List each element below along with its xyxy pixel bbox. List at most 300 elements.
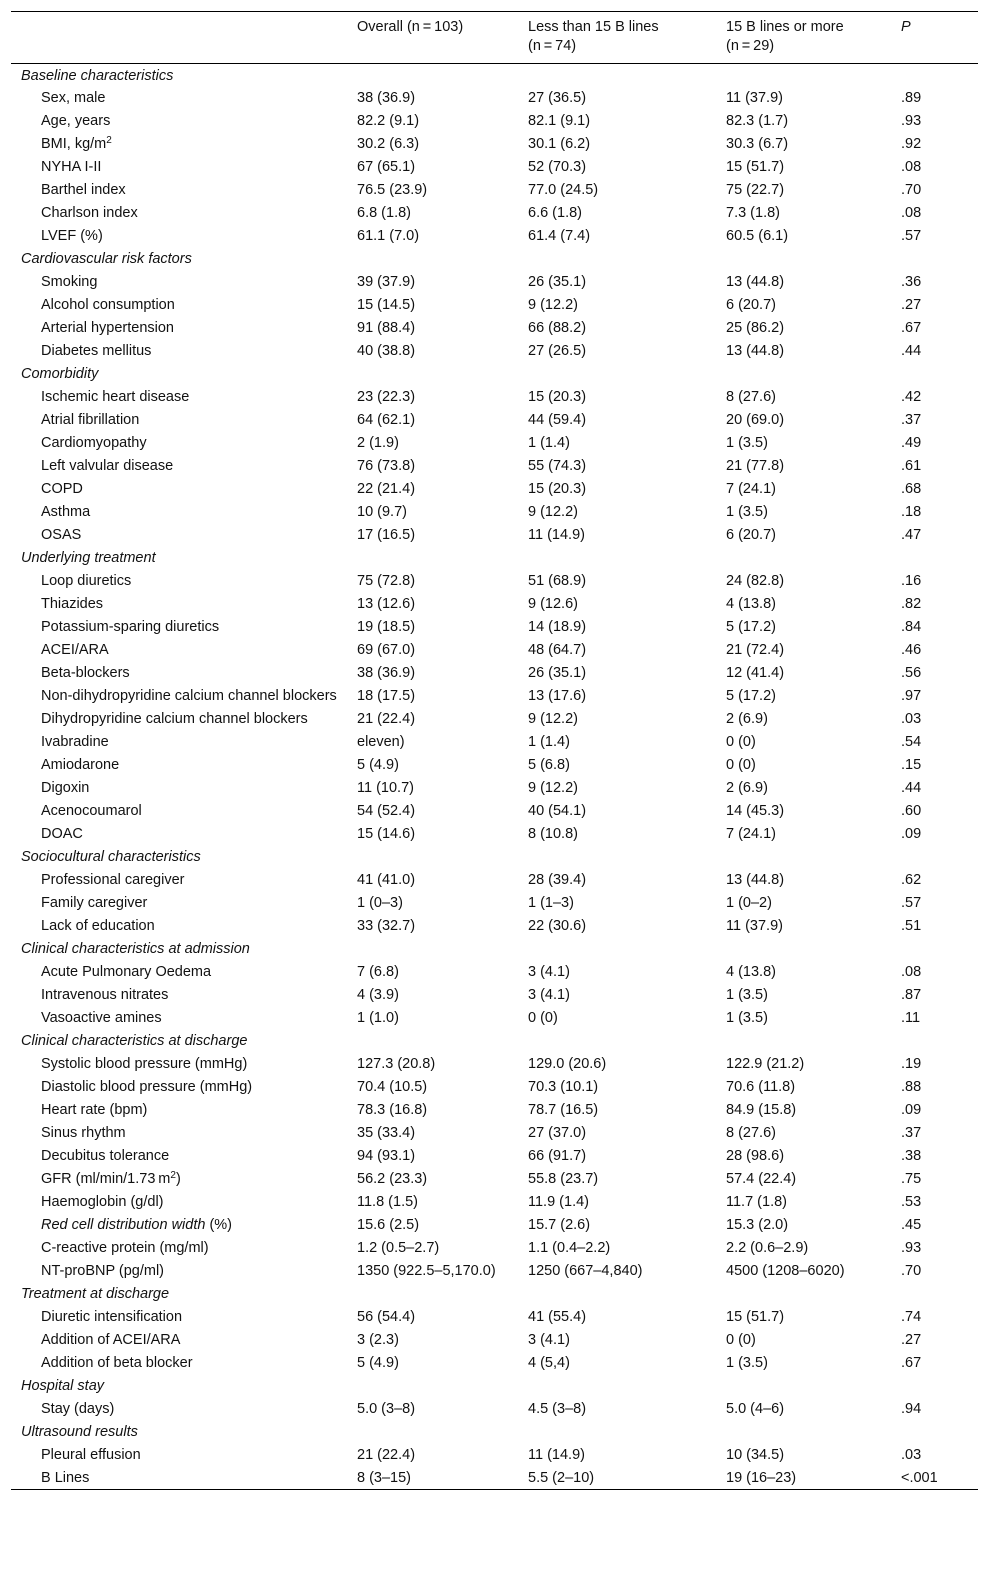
row-label-text: Cardiomyopathy [41, 435, 147, 451]
cell-p-value: .67 [901, 320, 922, 336]
table-row [11, 478, 978, 501]
row-label [11, 915, 347, 938]
cell-overall: 19 (18.5) [357, 619, 416, 635]
row-label-text: Barthel index [41, 182, 126, 198]
header-more-line2: (n = 29) [726, 38, 775, 54]
cell-p-value: .15 [901, 757, 922, 773]
cell-p-value: .93 [901, 1240, 922, 1256]
cell-p-value: .37 [901, 412, 922, 428]
table-row [11, 1191, 978, 1214]
cell-p-value: .51 [901, 918, 922, 934]
cell-more: 1 (3.5) [726, 1355, 768, 1371]
header-less-line2: (n = 74) [528, 38, 577, 54]
section-title: Ultrasound results [21, 1424, 138, 1440]
table-row [11, 294, 978, 317]
row-label [11, 294, 347, 317]
cell-overall: 17 (16.5) [357, 527, 416, 543]
cell-overall: 78.3 (16.8) [357, 1102, 428, 1118]
row-label [11, 1237, 347, 1260]
row-label-superscript: 2 [106, 135, 112, 146]
table-row [11, 892, 978, 915]
row-label [11, 478, 347, 501]
section-title: Underlying treatment [21, 550, 156, 566]
cell-more: 5 (17.2) [726, 619, 776, 635]
table-row [11, 1099, 978, 1122]
cell-more: 5.0 (4–6) [726, 1401, 785, 1417]
cell-less: 4.5 (3–8) [528, 1401, 587, 1417]
cell-overall: 10 (9.7) [357, 504, 407, 520]
row-label-text: Charlson index [41, 205, 138, 221]
cell-p-value: .62 [901, 872, 922, 888]
cell-p-value: .92 [901, 136, 922, 152]
row-label-text: Diabetes mellitus [41, 343, 152, 359]
cell-p-value: .60 [901, 803, 922, 819]
row-label [11, 501, 347, 524]
section-title: Hospital stay [21, 1378, 105, 1394]
section-header-row [11, 1283, 978, 1306]
cell-overall: 38 (36.9) [357, 665, 416, 681]
cell-overall: 8 (3–15) [357, 1470, 412, 1486]
table-row [11, 823, 978, 846]
header-row [11, 12, 978, 64]
cell-p-value: .61 [901, 458, 922, 474]
row-label [11, 87, 347, 110]
row-label [11, 340, 347, 363]
cell-overall: 54 (52.4) [357, 803, 416, 819]
cell-less: 129.0 (20.6) [528, 1056, 607, 1072]
cell-less: 3 (4.1) [528, 987, 570, 1003]
header-less-line1: Less than 15 B lines [528, 19, 659, 35]
row-label [11, 524, 347, 547]
table-row [11, 800, 978, 823]
cell-less: 5.5 (2–10) [528, 1470, 595, 1486]
cell-less: 4 (5,4) [528, 1355, 570, 1371]
row-label [11, 754, 347, 777]
row-label-text: Stay (days) [41, 1401, 115, 1417]
cell-more: 70.6 (11.8) [726, 1079, 796, 1095]
cell-less: 15.7 (2.6) [528, 1217, 591, 1233]
cell-p-value: .94 [901, 1401, 922, 1417]
header-15-or-more [716, 12, 891, 64]
row-label [11, 800, 347, 823]
cell-overall: 33 (32.7) [357, 918, 416, 934]
row-label-text: Addition of ACEI/ARA [41, 1332, 181, 1348]
row-label-text: ACEI/ARA [41, 642, 109, 658]
cell-less: 82.1 (9.1) [528, 113, 591, 129]
header-p-value: P [901, 19, 911, 35]
cell-more: 1 (0–2) [726, 895, 772, 911]
row-label-text: Diuretic intensification [41, 1309, 183, 1325]
table-row [11, 1145, 978, 1168]
cell-overall: 76 (73.8) [357, 458, 416, 474]
row-label-text: LVEF (%) [41, 228, 103, 244]
cell-overall: 76.5 (23.9) [357, 182, 428, 198]
cell-p-value: .19 [901, 1056, 922, 1072]
cell-overall: 69 (67.0) [357, 642, 416, 658]
row-label-text: Non-dihydropyridine calcium channel blockers [41, 688, 337, 704]
cell-overall: 70.4 (10.5) [357, 1079, 428, 1095]
table-row [11, 1237, 978, 1260]
table-row [11, 386, 978, 409]
row-label-text: Dihydropyridine calcium channel blockers [41, 711, 308, 727]
cell-less: 3 (4.1) [528, 964, 570, 980]
row-label [11, 1329, 347, 1352]
cell-overall: 56 (54.4) [357, 1309, 416, 1325]
section-header-row [11, 846, 978, 869]
row-label-text: Asthma [41, 504, 91, 520]
cell-overall: 11.8 (1.5) [357, 1194, 418, 1210]
row-label [11, 616, 347, 639]
cell-less: 6.6 (1.8) [528, 205, 582, 221]
cell-less: 77.0 (24.5) [528, 182, 599, 198]
row-label-text: GFR (ml/min/1.73 m [41, 1171, 171, 1187]
cell-p-value: .75 [901, 1171, 922, 1187]
row-label [11, 1099, 347, 1122]
cell-more: 25 (86.2) [726, 320, 785, 336]
row-label [11, 1467, 347, 1490]
cell-less: 15 (20.3) [528, 389, 587, 405]
cell-more: 30.3 (6.7) [726, 136, 789, 152]
cell-less: 61.4 (7.4) [528, 228, 591, 244]
section-title: Clinical characteristics at discharge [21, 1033, 248, 1049]
cell-p-value: .18 [901, 504, 922, 520]
row-label [11, 317, 347, 340]
cell-overall: 15 (14.5) [357, 297, 416, 313]
cell-less: 14 (18.9) [528, 619, 587, 635]
row-label-text: Systolic blood pressure (mmHg) [41, 1056, 248, 1072]
table-row [11, 1076, 978, 1099]
table-row [11, 1352, 978, 1375]
cell-p-value: .16 [901, 573, 922, 589]
cell-more: 4500 (1208–6020) [726, 1263, 845, 1279]
row-label-text: C-reactive protein (mg/ml) [41, 1240, 209, 1256]
cell-overall: 5 (4.9) [357, 757, 399, 773]
cell-less: 9 (12.2) [528, 297, 578, 313]
table-row [11, 501, 978, 524]
cell-less: 26 (35.1) [528, 665, 587, 681]
table-row [11, 179, 978, 202]
characteristics-table [11, 11, 978, 1490]
table-row [11, 455, 978, 478]
row-label [11, 202, 347, 225]
row-label [11, 984, 347, 1007]
cell-less: 28 (39.4) [528, 872, 587, 888]
cell-less: 48 (64.7) [528, 642, 587, 658]
cell-more: 1 (3.5) [726, 504, 768, 520]
cell-p-value: .84 [901, 619, 922, 635]
cell-less: 22 (30.6) [528, 918, 587, 934]
cell-more: 8 (27.6) [726, 1125, 776, 1141]
cell-p-value: .88 [901, 1079, 922, 1095]
table-row [11, 685, 978, 708]
table-row [11, 869, 978, 892]
row-label-text: Haemoglobin (g/dl) [41, 1194, 164, 1210]
cell-p-value: .03 [901, 1447, 922, 1463]
cell-less: 66 (91.7) [528, 1148, 587, 1164]
header-overall: Overall (n = 103) [357, 19, 464, 35]
cell-p-value: .57 [901, 228, 922, 244]
cell-less: 9 (12.2) [528, 711, 578, 727]
cell-more: 12 (41.4) [726, 665, 785, 681]
cell-p-value: .44 [901, 343, 922, 359]
row-label [11, 570, 347, 593]
cell-more: 21 (77.8) [726, 458, 785, 474]
row-label-text: Family caregiver [41, 895, 148, 911]
row-label [11, 685, 347, 708]
cell-less: 55 (74.3) [528, 458, 587, 474]
row-label [11, 1145, 347, 1168]
cell-p-value: .03 [901, 711, 922, 727]
row-label [11, 1398, 347, 1421]
table-row [11, 156, 978, 179]
cell-overall: 127.3 (20.8) [357, 1056, 436, 1072]
cell-overall: 41 (41.0) [357, 872, 416, 888]
table-row [11, 1467, 978, 1490]
cell-more: 10 (34.5) [726, 1447, 785, 1463]
cell-p-value: .53 [901, 1194, 922, 1210]
cell-less: 78.7 (16.5) [528, 1102, 599, 1118]
cell-p-value: .82 [901, 596, 922, 612]
row-label-text: DOAC [41, 826, 83, 842]
cell-p-value: .08 [901, 964, 922, 980]
cell-p-value: .11 [901, 1010, 921, 1026]
cell-overall: 18 (17.5) [357, 688, 416, 704]
row-label [11, 225, 347, 248]
table-row [11, 110, 978, 133]
table-row [11, 961, 978, 984]
table-row [11, 616, 978, 639]
cell-p-value: .68 [901, 481, 922, 497]
cell-less: 26 (35.1) [528, 274, 587, 290]
table-row [11, 984, 978, 1007]
cell-p-value: .44 [901, 780, 922, 796]
header-less-than-15 [518, 12, 716, 64]
row-label-text: Smoking [41, 274, 98, 290]
cell-p-value: .67 [901, 1355, 922, 1371]
row-label [11, 386, 347, 409]
section-header-row [11, 1030, 978, 1053]
row-label-text: B Lines [41, 1470, 90, 1486]
section-title: Sociocultural characteristics [21, 849, 201, 865]
table-row [11, 731, 978, 754]
cell-more: 7 (24.1) [726, 826, 776, 842]
table-row [11, 133, 978, 156]
row-label [11, 1053, 347, 1076]
cell-more: 0 (0) [726, 734, 756, 750]
row-label-text: NT-proBNP (pg/ml) [41, 1263, 165, 1279]
cell-overall: 21 (22.4) [357, 1447, 416, 1463]
cell-less: 27 (26.5) [528, 343, 587, 359]
table-row [11, 409, 978, 432]
table-row [11, 754, 978, 777]
row-label-text: Ischemic heart disease [41, 389, 190, 405]
cell-overall: 1.2 (0.5–2.7) [357, 1240, 440, 1256]
section-header-row [11, 64, 978, 87]
cell-p-value: .09 [901, 1102, 922, 1118]
cell-less: 11 (14.9) [528, 1447, 585, 1463]
cell-less: 11 (14.9) [528, 527, 585, 543]
cell-p-value: .87 [901, 987, 922, 1003]
row-label-text: Sex, male [41, 90, 106, 106]
cell-more: 13 (44.8) [726, 872, 785, 888]
cell-overall: 1 (1.0) [357, 1010, 399, 1026]
table-row [11, 708, 978, 731]
cell-more: 28 (98.6) [726, 1148, 785, 1164]
cell-overall: 3 (2.3) [357, 1332, 399, 1348]
cell-overall: 91 (88.4) [357, 320, 416, 336]
cell-more: 21 (72.4) [726, 642, 785, 658]
table-row [11, 225, 978, 248]
cell-more: 122.9 (21.2) [726, 1056, 805, 1072]
table-row [11, 1053, 978, 1076]
row-label-text: Thiazides [41, 596, 104, 612]
section-title: Cardiovascular risk factors [21, 251, 192, 267]
row-label-text: Alcohol consumption [41, 297, 175, 313]
cell-less: 13 (17.6) [528, 688, 587, 704]
cell-more: 57.4 (22.4) [726, 1171, 797, 1187]
table-row [11, 639, 978, 662]
section-header-row [11, 547, 978, 570]
table-header [11, 12, 978, 64]
cell-overall: 21 (22.4) [357, 711, 416, 727]
table-row [11, 432, 978, 455]
cell-less: 5 (6.8) [528, 757, 570, 773]
cell-overall: 40 (38.8) [357, 343, 416, 359]
row-label [11, 823, 347, 846]
row-label-text: Decubitus tolerance [41, 1148, 170, 1164]
table-row [11, 1007, 978, 1030]
cell-p-value: .08 [901, 205, 922, 221]
row-label [11, 639, 347, 662]
row-label-text: Ivabradine [41, 734, 109, 750]
table-container [11, 11, 978, 1490]
row-label [11, 869, 347, 892]
section-header-row [11, 1421, 978, 1444]
table-row [11, 1306, 978, 1329]
cell-more: 75 (22.7) [726, 182, 785, 198]
cell-more: 0 (0) [726, 1332, 756, 1348]
row-label-text: Beta-blockers [41, 665, 130, 681]
cell-p-value: .37 [901, 1125, 922, 1141]
table-row [11, 317, 978, 340]
table-row [11, 662, 978, 685]
row-label [11, 1076, 347, 1099]
cell-overall: 39 (37.9) [357, 274, 416, 290]
cell-more: 14 (45.3) [726, 803, 785, 819]
cell-more: 5 (17.2) [726, 688, 776, 704]
cell-overall: 5 (4.9) [357, 1355, 399, 1371]
cell-less: 11.9 (1.4) [528, 1194, 589, 1210]
cell-less: 3 (4.1) [528, 1332, 570, 1348]
table-row [11, 915, 978, 938]
row-label-text: Lack of education [41, 918, 155, 934]
row-label [11, 1007, 347, 1030]
cell-more: 1 (3.5) [726, 435, 768, 451]
cell-overall: 6.8 (1.8) [357, 205, 411, 221]
cell-p-value: .09 [901, 826, 922, 842]
table-row [11, 1260, 978, 1283]
row-label [11, 409, 347, 432]
header-more-line1: 15 B lines or more [726, 19, 844, 35]
row-label-text: Potassium-sparing diuretics [41, 619, 220, 635]
table-row [11, 1398, 978, 1421]
row-label [11, 892, 347, 915]
cell-overall: 7 (6.8) [357, 964, 399, 980]
cell-p-value: .93 [901, 113, 922, 129]
table-row [11, 777, 978, 800]
row-label [11, 110, 347, 133]
table-row [11, 1214, 978, 1237]
table-row [11, 87, 978, 110]
row-label [11, 179, 347, 202]
cell-more: 1 (3.5) [726, 987, 768, 1003]
row-label-text: Atrial fibrillation [41, 412, 140, 428]
row-label [11, 1191, 347, 1214]
cell-more: 11 (37.9) [726, 90, 783, 106]
cell-overall: 94 (93.1) [357, 1148, 416, 1164]
row-label [11, 271, 347, 294]
row-label [11, 1214, 347, 1237]
cell-p-value: .45 [901, 1217, 922, 1233]
cell-less: 30.1 (6.2) [528, 136, 591, 152]
cell-more: 82.3 (1.7) [726, 113, 789, 129]
cell-more: 2 (6.9) [726, 711, 768, 727]
cell-more: 4 (13.8) [726, 596, 776, 612]
cell-less: 27 (36.5) [528, 90, 587, 106]
row-label-text: BMI, kg/m [41, 136, 107, 152]
cell-p-value: .54 [901, 734, 922, 750]
row-label [11, 455, 347, 478]
row-label-text: Acute Pulmonary Oedema [41, 964, 212, 980]
section-title: Treatment at discharge [21, 1286, 170, 1302]
row-label-text: Left valvular disease [41, 458, 174, 474]
cell-less: 1 (1.4) [528, 435, 570, 451]
cell-overall: 64 (62.1) [357, 412, 416, 428]
cell-overall: 15.6 (2.5) [357, 1217, 420, 1233]
row-label [11, 731, 347, 754]
table-row [11, 593, 978, 616]
cell-p-value: .38 [901, 1148, 922, 1164]
row-label-suffix: (%) [205, 1217, 233, 1233]
row-label-text: Heart rate (bpm) [41, 1102, 148, 1118]
row-label-text: Acenocoumarol [41, 803, 142, 819]
row-label [11, 1260, 347, 1283]
row-label-text: Professional caregiver [41, 872, 185, 888]
cell-overall: 75 (72.8) [357, 573, 416, 589]
row-label [11, 961, 347, 984]
table-row [11, 1444, 978, 1467]
cell-less: 1.1 (0.4–2.2) [528, 1240, 611, 1256]
cell-more: 13 (44.8) [726, 343, 785, 359]
cell-overall: 4 (3.9) [357, 987, 399, 1003]
section-title: Comorbidity [21, 366, 99, 382]
cell-less: 70.3 (10.1) [528, 1079, 599, 1095]
cell-overall: 11 (10.7) [357, 780, 414, 796]
cell-less: 40 (54.1) [528, 803, 587, 819]
row-label [11, 156, 347, 179]
cell-overall: 5.0 (3–8) [357, 1401, 416, 1417]
section-header-row [11, 363, 978, 386]
cell-overall: 38 (36.9) [357, 90, 416, 106]
row-label-text: Amiodarone [41, 757, 120, 773]
row-label [11, 662, 347, 685]
row-label-text: COPD [41, 481, 83, 497]
table-row [11, 271, 978, 294]
cell-more: 1 (3.5) [726, 1010, 768, 1026]
row-label-text: Red cell distribution width [41, 1217, 206, 1233]
cell-overall: 61.1 (7.0) [357, 228, 420, 244]
row-label-text: Sinus rhythm [41, 1125, 126, 1141]
